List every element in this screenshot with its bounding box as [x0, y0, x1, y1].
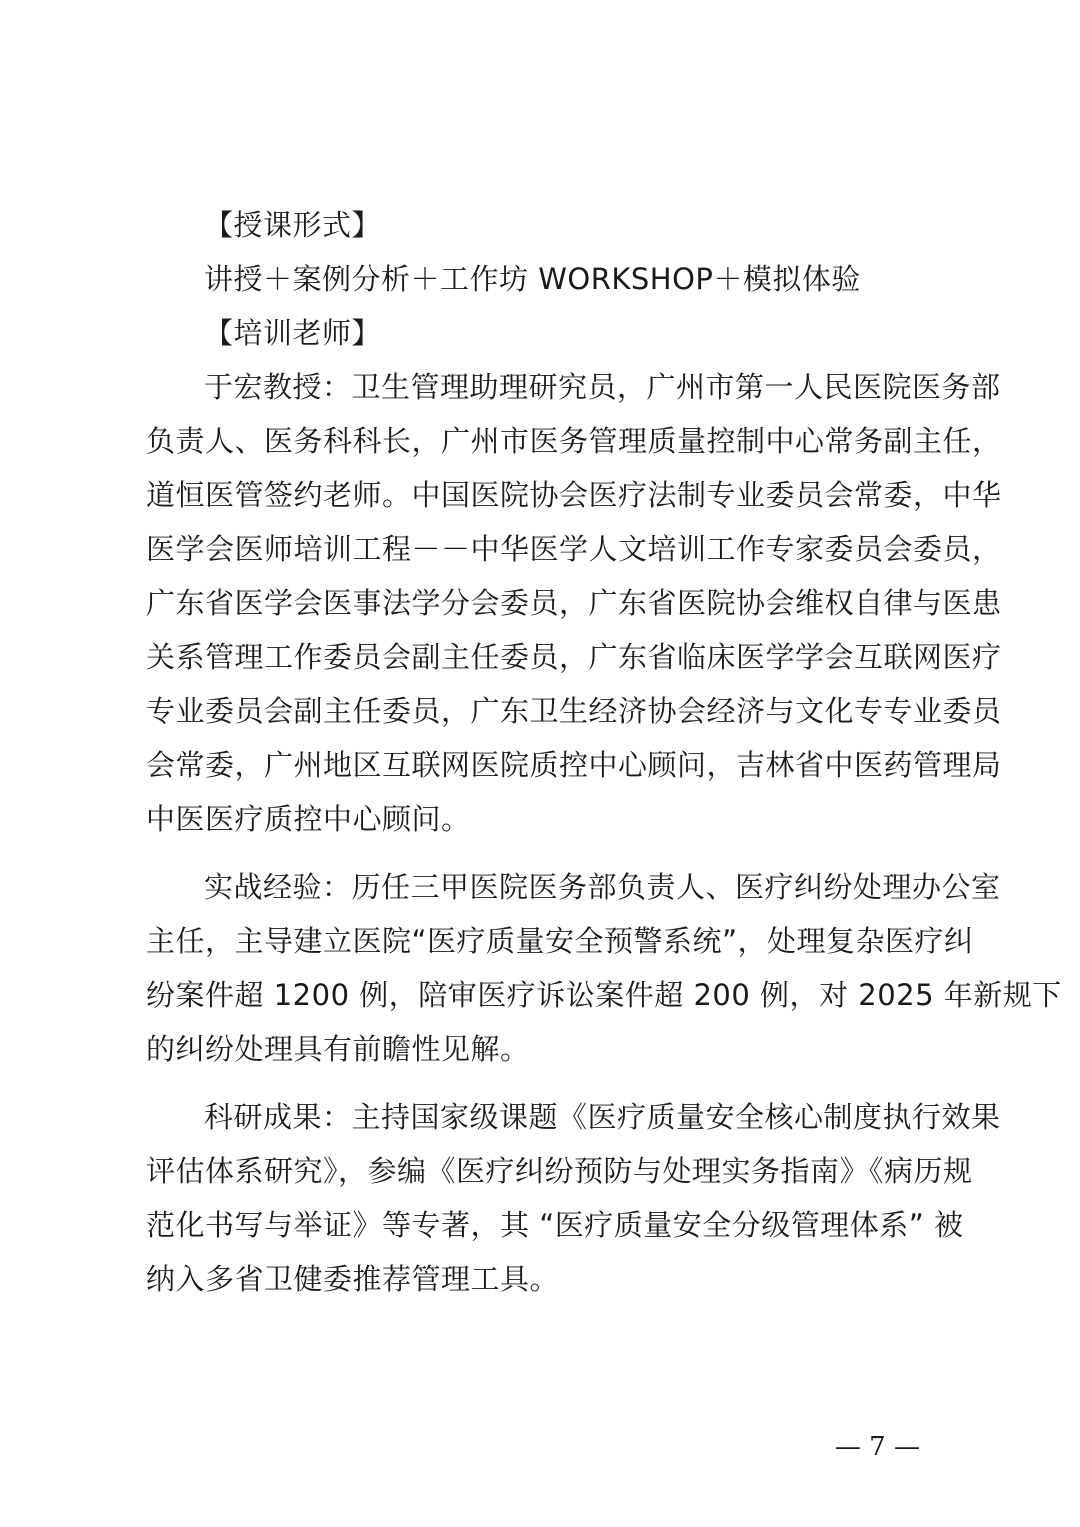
- research-line: 科研成果：主持国家级课题《医疗质量安全核心制度执行效果: [204, 1100, 1001, 1134]
- bio-line: 道恒医管签约老师。中国医院协会医疗法制专业委员会常委，中华: [146, 478, 1002, 512]
- bio-line: 广东省医学会医事法学分会委员，广东省医院协会维权自律与医患: [146, 586, 1002, 620]
- research-paragraph: [146, 1090, 1001, 1306]
- bio-paragraph: [146, 360, 1002, 846]
- page-number: — 7 —: [834, 1432, 920, 1462]
- bio-line: 医学会医师培训工程－－中华医学人文培训工作专家委员会委员，: [146, 532, 1002, 566]
- experience-line: 纷案件超 1200 例，陪审医疗诉讼案件超 200 例，对 2025 年新规下: [146, 978, 1062, 1012]
- bio-line: 中医医疗质控中心顾问。: [146, 802, 471, 836]
- format-text: 讲授＋案例分析＋工作坊 WORKSHOP＋模拟体验: [204, 262, 861, 296]
- format-heading: 【授课形式】: [204, 208, 382, 242]
- research-line: 范化书写与举证》等专著，其 “医疗质量安全分级管理体系” 被: [146, 1208, 964, 1242]
- document-body: [146, 198, 1062, 1306]
- experience-line: 实战经验：历任三甲医院医务部负责人、医疗纠纷处理办公室: [204, 870, 1001, 904]
- bio-line: 于宏教授：卫生管理助理研究员，广州市第一人民医院医务部: [204, 370, 1001, 404]
- teacher-heading: 【培训老师】: [204, 316, 382, 350]
- experience-line: 的纠纷处理具有前瞻性见解。: [146, 1032, 530, 1066]
- experience-paragraph: [146, 860, 1062, 1076]
- bio-line: 关系管理工作委员会副主任委员，广东省临床医学学会互联网医疗: [146, 640, 1002, 674]
- bio-line: 负责人、医务科科长，广州市医务管理质量控制中心常务副主任，: [146, 424, 1002, 458]
- research-line: 评估体系研究》，参编《医疗纠纷预防与处理实务指南》《病历规: [146, 1154, 973, 1188]
- bio-line: 会常委，广州地区互联网医院质控中心顾问，吉林省中医药管理局: [146, 748, 1002, 782]
- research-line: 纳入多省卫健委推荐管理工具。: [146, 1262, 560, 1296]
- experience-line: 主任，主导建立医院“医疗质量安全预警系统”，处理复杂医疗纠: [146, 924, 974, 958]
- bio-line: 专业委员会副主任委员，广东卫生经济协会经济与文化专专业委员: [146, 694, 1002, 728]
